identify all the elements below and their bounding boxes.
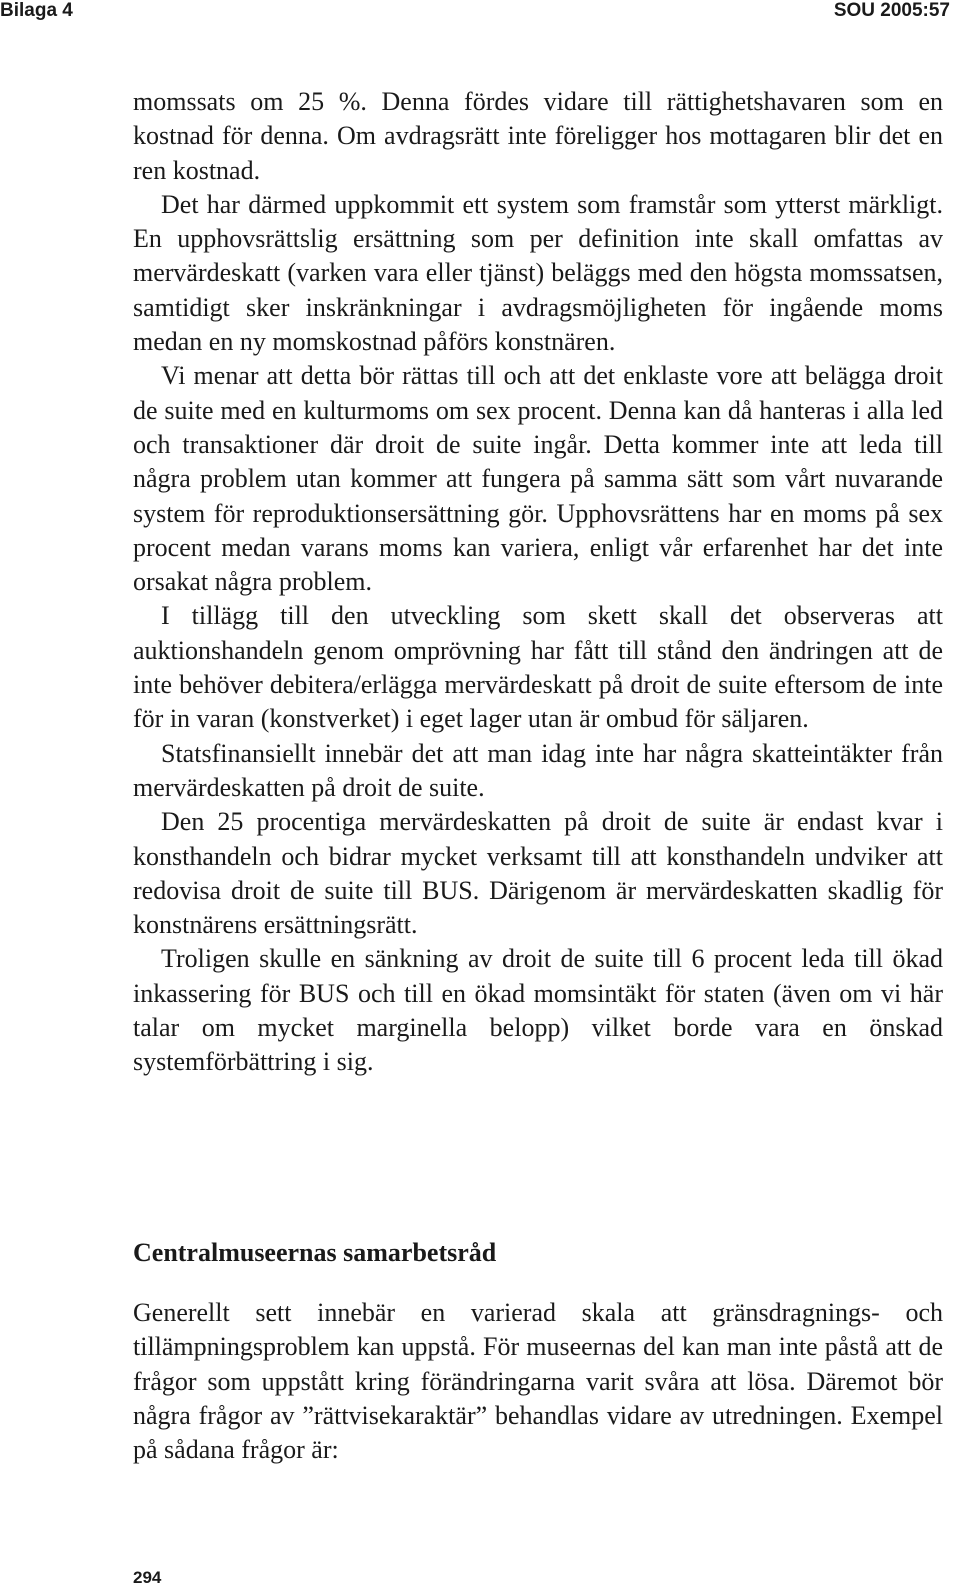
section-heading: Centralmuseernas samarbetsråd: [133, 1238, 497, 1267]
paragraph: I tillägg till den utveckling som skett skall det observeras att auktionshandeln genom omprövning har fått till stånd den ändringen att de inte behöver debitera/erlägga mervärdeskatt på droit de suite eftersom de inte för in varan (konstverket) i eget lager utan är ombud för säljaren.: [133, 601, 943, 734]
page-number: 294: [133, 1568, 162, 1587]
paragraph: momssats om 25 %. Denna fördes vidare till rättighetshavaren som en kostnad för denna. Om avdragsrätt inte föreligger hos mottagaren blir det en ren kostnad.: [133, 87, 943, 185]
paragraph: Den 25 procentiga mervärdeskatten på droit de suite är endast kvar i konsthandeln och bidrar mycket verksamt till att konsthandeln undviker att redovisa droit de suite till BUS. Därigenom är mervärdeskatten skadlig för konstnärens ersättningsrätt.: [133, 807, 943, 940]
paragraph: Det har därmed uppkommit ett system som framstår som ytterst märkligt. En upphovsrättslig ersättning som per definition inte skall omfattas av mervärdeskatt (varken vara eller tjänst) beläggs med den högsta momssatsen, samtidigt sker inskränkningar i avdragsmöjligheten för ingående moms medan en ny momskostnad påförs konstnären.: [133, 189, 943, 357]
paragraph: Statsfinansiellt innebär det att man idag inte har några skatteintäkter från mervärdeskatten på droit de suite.: [133, 738, 943, 802]
document-reference: SOU 2005:57: [833, 0, 950, 21]
paragraph: Troligen skulle en sänkning av droit de suite till 6 procent leda till ökad inkassering för BUS och till en ökad momsintäkt för staten (även om vi här talar om mycket marginella belopp) vilket borde vara en önskad systemförbättring i sig.: [133, 944, 943, 1077]
appendix-label: Bilaga 4: [0, 0, 73, 21]
body-text: [133, 85, 943, 1080]
paragraph: Vi menar att detta bör rättas till och att det enklaste vore att belägga droit de suite med en kulturmoms om sex procent. Denna kan då hanteras i alla led och transaktioner där droit de suite ingår. Detta kommer inte att leda till några problem utan kommer att fungera på samma sätt som vårt nuvarande system för reproduktionsersättning gör. Upphovsrättens har en moms på sex procent medan varans moms kan variera, enligt vår erfarenhet har det inte orsakat några problem.: [133, 361, 943, 597]
paragraph: Generellt sett innebär en varierad skala att gränsdragnings- och tillämpningsproblem kan uppstå. För museernas del kan man inte påstå att de frågor som uppstått kring förändringarna varit svåra att lösa. Däremot bör några frågor av ”rättvisekaraktär” behandlas vidare av utredningen. Exempel på sådana frågor är:: [133, 1298, 943, 1465]
page-header: [0, 0, 960, 42]
section-body: [133, 1296, 943, 1467]
